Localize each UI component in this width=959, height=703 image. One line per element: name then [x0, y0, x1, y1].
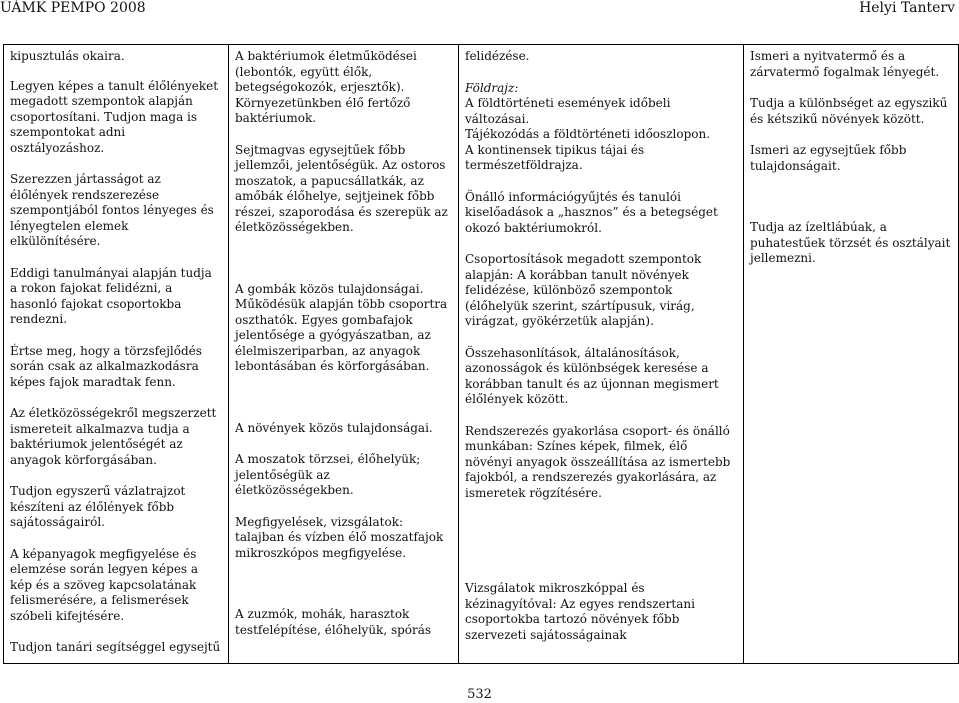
- col1-paragraph: Legyen képes a tanult élőlényeket megadott szempontok alapján csoportosítani. Tudjon maga is szempontokat adni osztályozáshoz.: [10, 78, 219, 155]
- col2-paragraph: A növények közös tulajdonságai.: [235, 420, 433, 435]
- col2-paragraph: Megfigyelések, vizsgálatok: talajban és vízben élő moszatfajok mikroszkópos megfigyelése.: [235, 514, 444, 560]
- col4-paragraph: Ismeri az egysejtűek főbb tulajdonságait.: [750, 143, 907, 173]
- column-outcomes: [744, 45, 959, 664]
- col4-paragraph: Ismeri a nyitvatermő és a zárvatermő fogalmak lényegét.: [750, 49, 940, 79]
- col1-paragraph: A képanyagok megfigyelése és elemzése során legyen képes a kép és a szöveg kapcsolatának felismerésére, a felismerések szóbeli kifejtésére.: [10, 546, 199, 623]
- col4-paragraph: Tudja az ízeltlábúak, a puhatestűek törzsét és osztályait jellemezni.: [750, 220, 951, 265]
- page-header: [0, 0, 959, 22]
- col1-paragraph: Tudjon egyszerű vázlatrajzot készíteni az élőlények főbb sajátosságairól.: [10, 484, 186, 529]
- col4-paragraph: Tudja a különbséget az egyszikű és kétszikű növények között.: [750, 96, 948, 126]
- geography-line: A kontinensek tipikus tájai és természetföldrajza.: [465, 142, 645, 172]
- col3-paragraph: Rendszerezés gyakorlása csoport- és önálló munkában: Színes képek, filmek, élő növényi anyagok összeállítása az ismertebb fajokból, a rendszerezés gyakorlására, az ismeretek rögzítésére.: [465, 423, 731, 500]
- col3-paragraph: Összehasonlítások, általánosítások, azonosságok és különbségek keresése a korábban tanult és az újonnan megismert élőlények között.: [465, 345, 719, 406]
- column-content: [229, 45, 459, 664]
- col2-paragraph: A zuzmók, mohák, harasztok testfelépítése, élőhelyük, spórás: [235, 607, 432, 637]
- col2-paragraph: A moszatok törzsei, élőhelyük; jelentőségük az életközösségekben.: [235, 452, 421, 497]
- page-number: 532: [467, 687, 492, 702]
- geography-line: Tájékozódás a földtörténeti időoszlopon.: [465, 127, 711, 141]
- col3-paragraph: Vizsgálatok mikroszkóppal és kézinagyítóval: Az egyes rendszertani csoportokba tartozó növények főbb szervezeti sajátosságainak: [465, 581, 695, 642]
- geography-line: A földtörténeti események időbeli változásai.: [465, 96, 671, 126]
- header-title: ÚÁMK PEMPO 2008: [0, 0, 146, 16]
- geography-label: Földrajz:: [465, 80, 519, 95]
- col2-paragraph: A gombák közös tulajdonságai. Működésük alapján több csoportra oszthatók. Egyes gombafajok jelentősége a gyógyászatban, az élelmiszeriparban, az anyagok lebontásában és körforgásában.: [235, 281, 448, 373]
- col3-geography-block: [465, 81, 737, 174]
- col1-paragraph: Eddigi tanulmányai alapján tudja a rokon fajokat felidézni, a hasonló fajokat csoportokba rendezni.: [10, 265, 212, 326]
- col3-paragraph: Önálló információgyűjtés és tanulói kiselőadások a „hasznos” és a betegséget okozó baktériumokról.: [465, 189, 718, 235]
- col3-paragraph: felidézése.: [465, 49, 530, 63]
- col1-paragraph: Az életközösségekről megszerzett ismereteit alkalmazva tudja a baktériumok jelentőségét az anyagok körforgásában.: [10, 406, 217, 467]
- header-subtitle: Helyi Tanterv: [859, 0, 955, 16]
- column-activities: [459, 45, 744, 664]
- col1-paragraph: Szerezzen jártasságot az élőlények rendszerezése szempontjából fontos lényeges és lényegtelen elemek elkülönítésére.: [10, 172, 214, 248]
- col2-paragraph: A baktériumok életműködései (lebontók, együtt élők, betegségokozók, erjesztők). Környezetünkben élő fertőző baktériumok.: [235, 49, 417, 125]
- col2-paragraph: Sejtmagvas egysejtűek főbb jellemzői, jelentőségük. Az ostoros moszatok, a papucsállatkák, az amőbák élőhelye, sejtjeinek főbb részei, szaporodása és szerepük az életközösségekben.: [235, 142, 448, 234]
- col1-paragraph: kipusztulás okaira.: [10, 49, 125, 63]
- column-goals: [4, 45, 229, 664]
- col1-paragraph: Értse meg, hogy a törzsfejlődés során csak az alkalmazkodásra képes fajok maradtak fenn.: [10, 343, 202, 389]
- col3-paragraph: Csoportosítások megadott szempontok alapján: A korábban tanult növények felidézése, különböző szempontok (élőhelyük szerint, szártípusuk, virág, virágzat, gyökérzetük alapján).: [465, 252, 702, 328]
- col1-paragraph: Tudjon tanári segítséggel egysejtű: [10, 640, 221, 654]
- curriculum-table: [3, 44, 959, 664]
